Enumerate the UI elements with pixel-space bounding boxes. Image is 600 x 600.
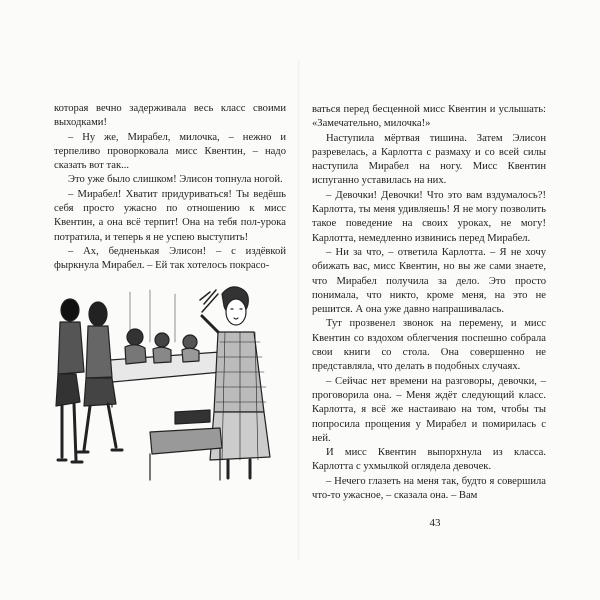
paragraph: Это уже было слишком! Элисон топнула ногой. bbox=[68, 174, 283, 186]
paragraph: И мисс Квентин выпорхнула из класса. Карлотта с ухмылкой оглядела девочек. bbox=[312, 447, 546, 473]
left-page-text bbox=[54, 102, 286, 274]
paragraph: – Мирабел! Хватит придуриваться! Ты ведёшь себя просто ужасно по отношению к мисс Квентин, а она всё терпит! Она на тебя пол-урока потратила, и теперь я не успею выступить! bbox=[54, 188, 286, 243]
paragraph: Тут прозвенел звонок на перемену, и мисс Квентин со вздохом облегчения поспешно собрала свои книги со стола. Она совершенно не представляла, что делать в подобных случаях. bbox=[312, 318, 546, 373]
paragraph: – Нечего глазеть на меня так, будто я совершила что-то ужасное, – сказала она. – Вам bbox=[312, 475, 546, 502]
paragraph: – Ни за что, – ответила Карлотта. – Я не хочу обижать вас, мисс Квентин, но вы же сами знаете, что Мирабел получила за дело. Это просто понимала, что никто, кроме меня, на это не решится. А она уже давно напрашивалась. bbox=[312, 246, 546, 316]
paragraph: – Ну же, Мирабел, милочка, – нежно и терпеливо проворковала мисс Квентин, – надо сказать вот так... bbox=[54, 131, 286, 172]
paragraph: ваться перед бесценной мисс Квентин и услышать: «Замечательно, милочка!» bbox=[312, 104, 546, 130]
paragraph: которая вечно задерживала весь класс своими выходками! bbox=[54, 103, 286, 129]
page-gutter bbox=[298, 60, 300, 560]
paragraph: Наступила мёртвая тишина. Затем Элисон разревелась, а Карлотта с размаху и со всей силы наступила Мирабел на ногу. Мисс Квентин испуганно уставилась на них. bbox=[312, 132, 546, 187]
paragraph: – Девочки! Девочки! Что это вам вздумалось?! Карлотта, ты меня удивляешь! Я не могу позволить такое поведение на своих уроках, не могу! Карлотта, немедленно извинись перед Мирабел. bbox=[312, 189, 546, 244]
page-number: 43 bbox=[429, 517, 441, 529]
right-page-text bbox=[312, 103, 546, 503]
paragraph: – Сейчас нет времени на разговоры, девочки, – проговорила она. – Меня ждёт следующий класс. Карлотта, я всё же настаиваю на том, чтобы ты попросила прощения у Мирабел и помирилась с ней. bbox=[312, 375, 546, 444]
paragraph: – Ах, бедненькая Элисон! – с издёвкой фыркнула Мирабел. – Ей так хотелось покрасо- bbox=[54, 245, 286, 272]
classroom-illustration-icon bbox=[50, 282, 290, 482]
